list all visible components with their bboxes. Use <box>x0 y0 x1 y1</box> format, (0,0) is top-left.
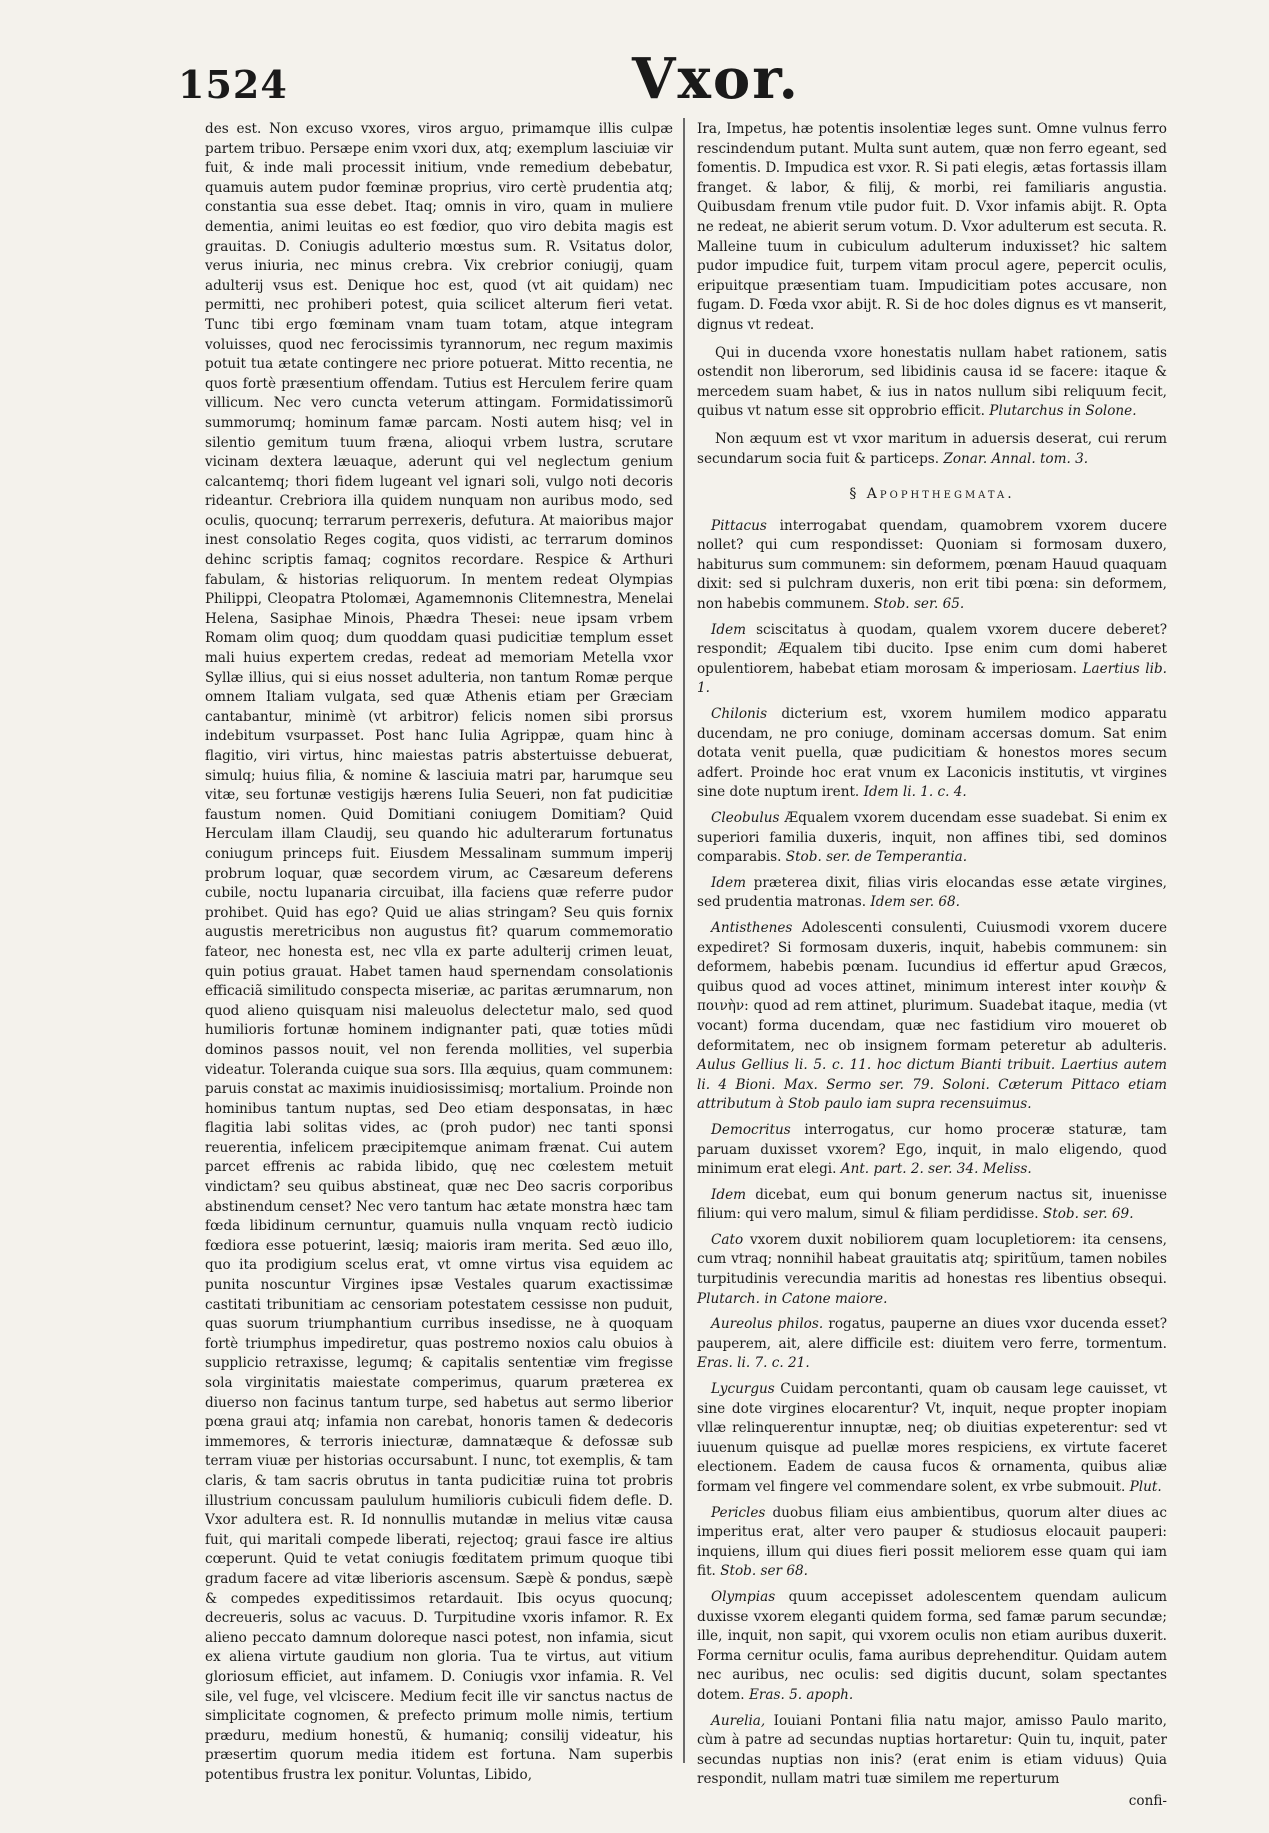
entry-speaker: Cato <box>711 1231 744 1248</box>
entry-citation: Stob. ser. 69. <box>1042 1206 1134 1223</box>
entry-text: sciscitatus à quodam, qualem vxorem ducere deberet? respondit; Æqualem tibi ducito. Ipse enim cum domi haberet opulentiorem, habebat etiam morosam & imperiosam. <box>697 621 1167 677</box>
apophthegm-entry <box>697 809 1167 868</box>
apophthegm-entry <box>697 874 1167 913</box>
entry-text: dicebat, eum qui bonum generum nactus sit, inuenisse filium: qui vero malum, simul & filiam perdidisse. <box>697 1186 1167 1223</box>
paragraph-2-citation: Plutarchus in Solone. <box>989 403 1137 420</box>
entry-citation: Ant. part. 2. ser. 34. Meliss. <box>840 1161 1032 1178</box>
apophthegm-entry <box>697 621 1167 699</box>
left-column <box>205 120 673 1785</box>
entry-citation: Aulus Gellius li. 5. c. 11. hoc dictum Bianti tribuit. Laertius autem li. 4 Bioni. Max. Sermo ser. 79. Soloni. Cæterum Pittaco etiam attributum à Stob paulo iam supra recensuimus. <box>697 1057 1167 1113</box>
entry-text: Cuidam percontanti, quam ob causam lege cauisset, vt sine dote virgines elocarentur? Vt, inquit, neque propter inopiam vllæ relinquerentur innuptæ, neq; ob diuitias expeterentur: sed vt iuuenum quisque ad puellæ mores respiciens, ex virtute faceret electionem. Eadem de causa fucos & ornamenta, quibus aliæ formam vel fingere vel commendare solent, ex vrbe submouit. <box>697 1381 1167 1495</box>
paragraph-3-citation: Zonar. Annal. tom. 3. <box>943 450 1089 467</box>
entry-speaker: Pericles <box>711 1504 766 1521</box>
entry-citation: Eras. 5. apoph. <box>748 1686 854 1703</box>
apophthegm-entry <box>697 1504 1167 1582</box>
apophthegm-entry <box>697 1231 1167 1309</box>
entry-text: rogatus, pauperne an diues vxor ducenda esset? pauperem, ait, alere difficile est: diuitem vero ferre, tormentum. <box>697 1316 1168 1352</box>
entry-citation: Plutarch. in Catone maiore. <box>697 1290 888 1307</box>
apophthegm-entry <box>697 1588 1167 1706</box>
entry-text: vxorem duxit nobiliorem quam locupletiorem: ita censens, cum vtraq; nonnihil habeat grauitatis atq; spiritũum, tamen nobiles turpitudinis verecundia maritis ad honestas res libentius obsequi. <box>697 1231 1167 1288</box>
entry-speaker: Antisthenes <box>711 919 793 936</box>
entry-citation: Stob. ser 68. <box>720 1563 808 1580</box>
entry-speaker: Cleobulus <box>711 810 780 826</box>
entry-text: interrogabat quendam, quamobrem vxorem ducere nollet? qui cum respondisset: Quoniam si formosam duxero, habiturus sum communem: sin deformem, pœnam Hauud quaquam dixit: sed si pulchram duxeris, non erit tibi pœna: sin deformem, non habebis communem. <box>697 517 1167 613</box>
entry-speaker: Olympias <box>711 1588 776 1605</box>
entry-text: interrogatus, cur homo proceræ staturæ, tam paruam duxisset vxorem? Ego, inquit, in malo eligendo, quod minimum erat elegi. <box>697 1121 1167 1178</box>
page-number: 1524 <box>178 62 288 107</box>
apophthegm-entry <box>697 919 1167 1115</box>
entry-text: Iouiani Pontani filia natu major, amisso Paulo marito, cùm à patre ad secundas nuptias hortaretur: Quin tu, inquit, pater secundas nuptias non inis? (erat enim is etiam viduus) Quia respondit, nullam matri tuæ similem me reperturum <box>697 1712 1167 1788</box>
apophthegm-entry <box>697 1121 1167 1180</box>
apophthegm-entry <box>697 517 1167 615</box>
right-paragraph-2 <box>697 344 1167 422</box>
entry-speaker: Idem <box>711 874 747 891</box>
apophthegm-entry <box>697 705 1167 803</box>
entry-citation: Idem ser. 68. <box>870 894 960 911</box>
entry-citation: Plut. <box>1129 1479 1162 1495</box>
entry-speaker: Democritus <box>711 1121 791 1138</box>
entry-citation: Idem li. 1. c. 4. <box>863 784 967 801</box>
entry-speaker: Aureolus philos. <box>711 1316 824 1333</box>
entry-speaker: Pittacus <box>711 517 767 534</box>
entry-speaker: Chilonis <box>711 706 768 723</box>
apophthegm-entry <box>697 1315 1167 1374</box>
apophthegm-entry <box>697 1186 1167 1225</box>
paragraph-2-text: Qui in ducenda vxore honestatis nullam habet rationem, satis ostendit non liberorum, sed libidinis causa id se facere: itaque & mercedem suam habet, & ius in natos nullum sibi reliquum fecit, quibus vt natum esse sit opprobrio efficit. <box>697 344 1167 420</box>
catchword: confi- <box>1128 1792 1167 1809</box>
entry-text: dicterium est, vxorem humilem modico apparatu ducendam, ne pro coniuge, dominam accersas domum. Sat enim dotata venit puella, quæ pudicitiam & honestos mores secum adfert. Proinde hoc erat vnum ex Laconicis institutis, vt virgines sine dote nuptum irent. <box>697 706 1168 801</box>
apophthegm-list <box>697 517 1167 1790</box>
paragraph-3-text: Non æquum est vt vxor maritum in aduersis deserat, cui rerum secundarum socia fuit & particeps. <box>697 430 1167 467</box>
entry-citation: Eras. li. 7. c. 21. <box>697 1355 810 1372</box>
entry-speaker: Lycurgus <box>711 1381 775 1398</box>
apophthegm-entry <box>697 1380 1167 1498</box>
right-intro-paragraph: Ira, Impetus, hæ potentis insolentiæ leges sunt. Omne vulnus ferro rescindendum putant. Multa sunt autem, quæ non ferro egeant, sed fomentis. D. Impudica est vxor. R. Si pati elegis, ætas fortassis illam franget. & labor, & filij, & morbi, rei familiaris angustia. Quibusdam frenum vtile pudor fuit. D. Vxor infamis abijt. R. Opta ne redeat, ne abierit serum votum. D. Vxor adulterum est secuta. R. Malleine tuum in cubiculum adulterum induxisset? hic saltem pudor impudice fuit, turpem vitam procul agere, pepercit oculis, eripuitque præsentiam tuam. Impudicitiam potes accusare, non fugam. D. Fœda vxor abijt. R. Si de hoc doles dignus es vt manserit, dignus vt redeat. <box>697 121 1167 333</box>
apophthegm-entry <box>697 1712 1167 1790</box>
entry-text: præterea dixit, filias viris elocandas esse ætate virgines, sed prudentia matronas. <box>697 874 1167 911</box>
right-paragraph-3 <box>697 430 1167 469</box>
entry-text: duobus filiam eius ambientibus, quorum alter diues ac imperitus erat, alter vero pauper & studiosus elocauit pauperi: inquiens, illum qui diues fieri possit meliorem esse quam qui iam fit. <box>697 1504 1167 1580</box>
entry-citation: Laertius lib. 1. <box>697 660 1167 697</box>
entry-text: Adolescenti consulenti, Cuiusmodi vxorem ducere expediret? Si formosam duxeris, inquit, habebis communem: sin deformem, habebis pœnam. Iucundius id effertur apud Græcos, quibus quod ad voces attinet, minimum interest inter κοινὴν & ποινὴν: quod ad rem attinet, plurimum. Suadebat itaque, media (vt vocant) forma ducendam, quæ nec fastidium viro moueret ob deformitatem, nec ob insignem formam peteretur ab adulteris. <box>697 919 1167 1054</box>
entry-speaker: Idem <box>711 1186 747 1203</box>
entry-speaker: Idem <box>711 621 747 638</box>
entry-speaker: Aurelia, <box>711 1712 766 1729</box>
section-heading: § Apophthegmata. <box>849 486 1015 503</box>
entry-text: quum accepisset adolescentem quendam aulicum duxisse vxorem eleganti quidem forma, sed famæ parum secundæ; ille, inquit, non sapit, qui vxorem oculis non etiam auribus duxerit. Forma cernitur oculis, fama auribus deprehenditur. Quidam autem nec auribus, nec oculis: sed digitis ducunt, solam spectantes dotem. <box>697 1588 1167 1703</box>
entry-citation: Stob. ser. 65. <box>873 596 965 613</box>
entry-citation: Stob. ser. de Temperantia. <box>785 849 968 866</box>
left-column-text: des est. Non excuso vxores, viros arguo, primamque illis culpæ partem tribuo. Persæpe enim vxori dux, atq; exemplum lasciuiæ vir fuit, & inde mali processit initium, vnde remedium debebatur, quamuis autem pudor fœminæ proprius, viro certè prudentia atq; constantia sua esse debet. Itaq; omnis in viro, quam in muliere dementia, animi leuitas eo est fœdior, quo viro debita magis est grauitas. D. Coniugis adulterio mœstus sum. R. Vsitatus dolor, verus iniuria, nec minus crebra. Vix crebrior coniugij, quam adulterij vsus est. Denique hoc est, quod (vt ait quidam) nec permitti, nec prohiberi potest, quia scilicet alterum fieri vetat. Tunc tibi ergo fœminam vnam tuam totam, atque integram voluisses, quod nec ferocissimis tyrannorum, nec regum maximis potuit tua ætate contingere nec priore potuerat. Mitto recentia, ne quos fortè præsentium offendam. Tutius est Herculem ferire quam villicum. Nec vero cuncta veterum attingam. Formidatissimorũ summorumq; hominum famæ parcam. Nosti autem hisq; vel in silentio gemitum tuum fræna, alioqui vrbem lustra, scrutare vicinam dextera læuaque, aderunt qui vel neglectum genium calcantemq; thori fidem lugeant vel ignari soli, vulgo noti decoris rideantur. Crebriora illa quidem nunquam non auribus modo, sed oculis, quocunq; terrarum perrexeris, defutura. At maioribus major inest consolatio Reges cogita, quos vidisti, ac terrarum dominos dehinc scriptis famaq; cognitos recordare. Respice & Arthuri fabulam, & historias reliquorum. In mentem redeat Olympias Philippi, Cleopatra Ptolomæi, Agamemnonis Clitemnestra, Menelai Helena, Sasiphae Minois, Phædra Thesei: neue ipsam vrbem Romam olim quoq; dum quoddam quasi pudicitiæ templum esset mali huius expertem credas, redeat ad memoriam Metella vxor Syllæ illius, qui si eius nosset adulteria, non tantum Romæ perque omnem Italiam vulgata, sed quæ Athenis etiam per Græciam cantabantur, minimè (vt arbitror) felicis nomen sibi prorsus indebitum vsurpasset. Post hanc Iulia Agrippæ, quam hinc à flagitio, viri virtus, hinc maiestas patris abstertuisse debuerat, simulq; huius filia, & nomine & lasciuia matri par, harumque seu vitæ, seu fortunæ vestigijs hærens Iulia Seueri, non fat pudicitiæ faustum nomen. Quid Domitiani coniugem Domitiam? Quid Herculam illam Claudij, seu quando hic adulterarum fortunatus coniugum princeps fuit. Eiusdem Messalinam summum imperij probrum loquar, quæ secordem virum, ac Cæsareum deferens cubile, noctu lupanaria circuibat, illa faciens quæ referre pudor prohibet. Quid has ego? Quid ue alias stringam? Seu quis fornix augustis meretricibus non augustus fit? quarum commemoratio fateor, nec honesta est, nec vlla ex parte adulterij crimen leuat, quin potius grauat. Habet tamen haud spernendam consolationis efficaciã similitudo conspecta miseriæ, ac paritas ærumnarum, non quod alieno quisquam nisi maleuolus delectetur malo, sed quod humilioris fortunæ hominem indignanter pati, quæ toties mũdi dominos passos nouit, vel non ferenda mollities, vel superbia videatur. Toleranda cuique sua sors. Illa æquius, quam communem: paruis constat ac maximis inuidiosissimisq; mortalium. Proinde non hominibus tantum nuptas, sed Deo etiam desponsatas, in hæc flagitia labi solitas vides, ac (proh pudor) nec tanti sponsi reuerentia, infelicem præcipitemque animam frænat. Cui autem parcet effrenis ac rabida libido, quę nec cœlestem metuit vindictam? seu quibus abstineat, quæ nec Deo sacris corporibus abstinendum censet? Nec vero tantum hac ætate monstra hæc tam fœda libidinum cernuntur, quamuis nulla vnquam rectò iudicio fœdiora esse potuerint, læsiq; maioris iram merita. Sed æuo illo, quo ita prodigium scelus erat, vt omne virtus visa equidem ac punita noscuntur Virgines ipsæ Vestales quarum exactissimæ castitati tribunitiam ac censoriam potestatem cessisse non puduit, quas suorum triumphantium curribus insedisse, ne à quoquam fortè triumphus impediretur, quas postremo noxios calu obuios à supplicio retraxisse, legumq; & capitalis sententiæ vim fregisse sola virginitatis maiestate comperimus, quarum præterea ex diuerso non facinus tantum turpe, sed habetus aut sermo liberior pœna graui atq; infamia non carebat, honoris tamen & dedecoris immemores, & terroris iniecturæ, damnatæque & defossæ sub terram viuæ per historias occursabunt. I nunc, tot exemplis, & tam claris, & tam sacris obrutus in tanta pudicitiæ ruina tot probris illustrium concussam paululum humilioris cubiculi fidem defle. D. Vxor adultera est. R. Id nonnullis mutandæ in melius vitæ causa fuit, qui maritali compede liberati, rejectoq; graui fasce ire altius cœperunt. Quid te vetat coniugis fœditatem primum quoque tibi gradum facere ad vitæ liberioris ascensum. Sæpè & pondus, sæpè & compedes expeditissimos retardauit. Ibis ocyus quocunq; decreueris, solus ac vacuus. D. Turpitudine vxoris infamor. R. Ex alieno peccato damnum doloreque nasci potest, non infamia, sicut ex aliena virtute gaudium non gloria. Tua te virtus, aut vitium gloriosum efficiet, aut infamem. D. Coniugis vxor infamia. R. Vel sile, vel fuge, vel vlciscere. Medium fecit ille vir sanctus nactus de simplicitate cognomen, & prefecto primum molle nimis, tertium præduru, medium honestũ, & humaniq; consilij videatur, his præsertim quorum media itidem est fortuna. Nam superbis potentibus frustra lex ponitur. Voluntas, Libido, <box>205 121 673 1783</box>
column-divider <box>683 118 685 1763</box>
running-headword: Vxor. <box>632 46 801 112</box>
right-column <box>697 120 1167 1812</box>
entry-text: Æqualem vxorem ducendam esse suadebat. Si enim ex superiori familia duxeris, inquit, non affines tibi, sed dominos comparabis. <box>697 810 1167 866</box>
